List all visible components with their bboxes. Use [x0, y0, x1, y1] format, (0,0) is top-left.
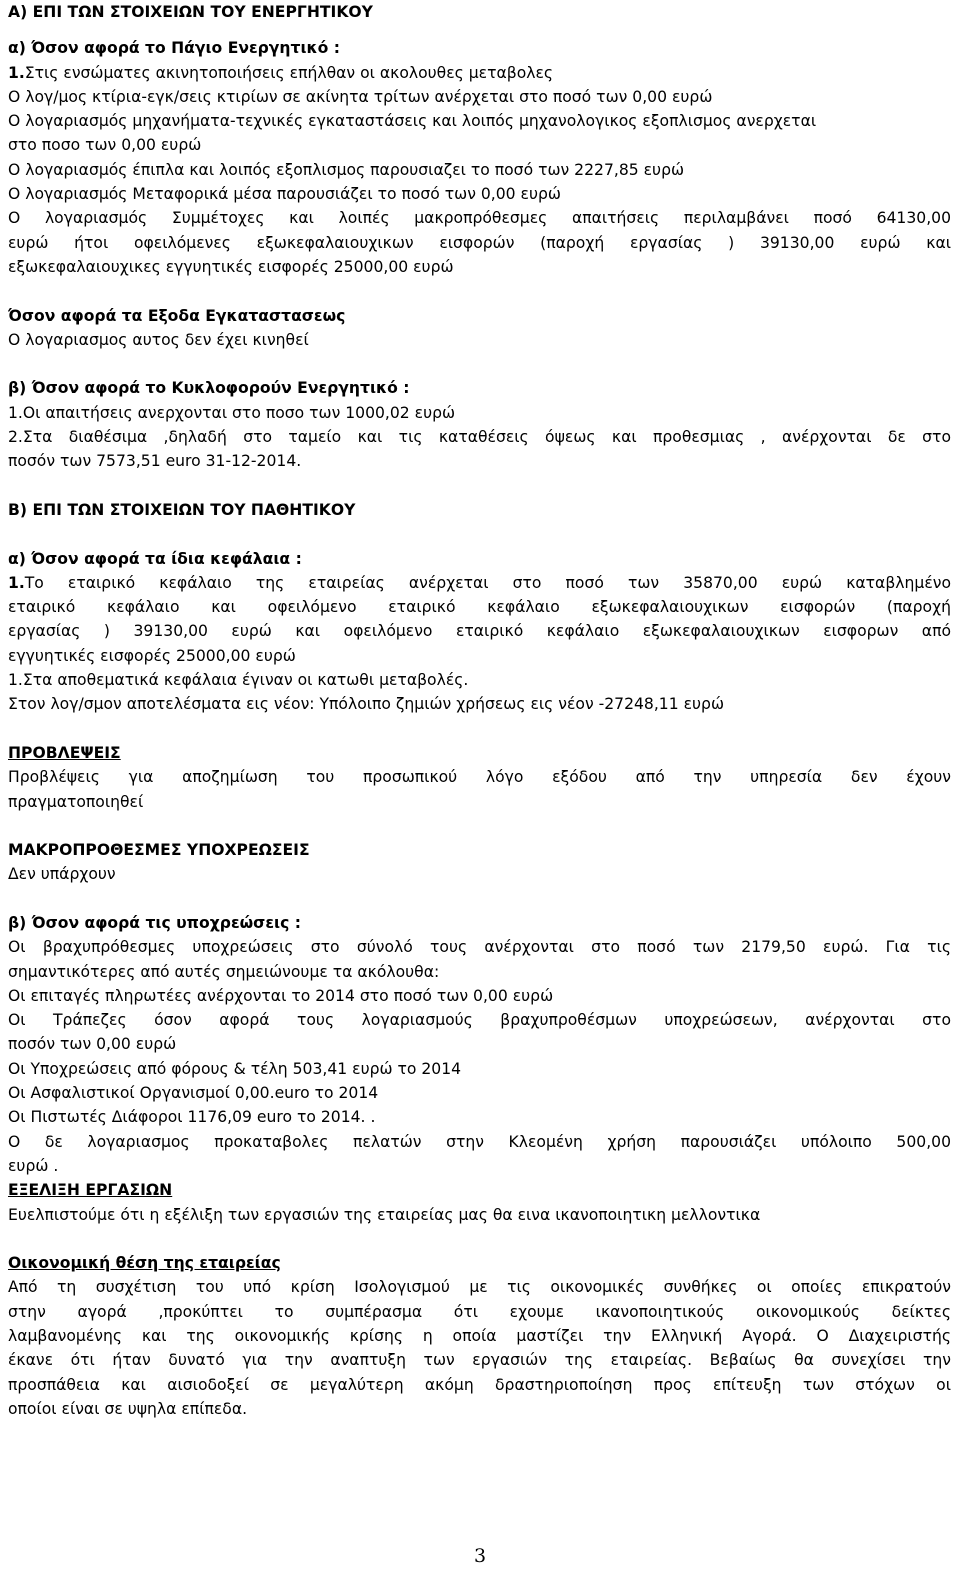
- equity-text: Το εταιρικό κεφάλαιο της εταιρείας ανέρχεται στο ποσό των 35870,00 ευρώ καταβλημένο: [24, 573, 951, 592]
- equity-line: [8, 571, 951, 595]
- item-number: 1.: [8, 573, 25, 592]
- fixed-assets-line: Ο λογ/μος κτίρια-εγκ/σεις κτιρίων σε ακίνητα τρίτων ανέρχεται στο ποσό των 0,00 ευρώ: [8, 87, 713, 106]
- page-number: 3: [473, 1545, 487, 1567]
- liabilities-line: Οι Πιστωτές Διάφοροι 1176,09 euro το 2014. .: [8, 1108, 376, 1127]
- equity-line: εγγυητικές εισφορές 25000,00 ευρώ: [8, 646, 296, 665]
- liabilities-line: Οι επιταγές πληρωτέες ανέρχονται το 2014 στο ποσό των 0,00 ευρώ: [8, 986, 554, 1005]
- equity-line: εταιρικό κεφάλαιο και οφειλόμενο εταιρικό κεφάλαιο εξωκεφαλαιουχικων εισφορών (παροχή: [8, 598, 951, 617]
- liabilities-line: Οι βραχυπρόθεσμες υποχρεώσεις στο σύνολό τους ανέρχονται στο ποσό των 2179,50 ευρώ. Για τις: [8, 938, 951, 957]
- financial-position-line: έκανε ότι ήταν δυνατό για την αναπτυξη των εργασιών της εταιρείας. Βεβαίως θα συνεχίσει την: [8, 1351, 951, 1370]
- item-number: 1.: [8, 63, 25, 82]
- current-assets-heading: β) Όσον αφορά το Κυκλοφορούν Ενεργητικό :: [8, 379, 410, 398]
- liabilities-line: ευρώ .: [8, 1156, 59, 1175]
- financial-position-heading: Οικονομική θέση της εταιρείας: [8, 1254, 281, 1273]
- liabilities-line: ποσόν των 0,00 ευρώ: [8, 1035, 177, 1054]
- long-term-liabilities-heading: ΜΑΚΡΟΠΡΟΘΕΣΜΕΣ ΥΠΟΧΡΕΩΣΕΙΣ: [8, 841, 310, 860]
- work-progress-text: Ευελπιστούμε ότι η εξέλιξη των εργασιών της εταιρείας μας θα εινα ικανοποιητικη μελλοντικα: [8, 1205, 761, 1224]
- fixed-assets-line: στο ποσο των 0,00 ευρώ: [8, 136, 202, 155]
- provisions-line: πραγματοποιηθεί: [8, 792, 144, 811]
- section-a-heading: Α) ΕΠΙ ΤΩΝ ΣΤΟΙΧΕΙΩΝ ΤΟΥ ΕΝΕΡΓΗΤΙΚΟΥ: [8, 3, 373, 21]
- liabilities-line: σημαντικότερες από αυτές σημειώνουμε τα ακόλουθα:: [8, 962, 440, 981]
- provisions-heading: ΠΡΟΒΛΕΨΕΙΣ: [8, 743, 121, 762]
- fixed-assets-line: ευρώ ήτοι οφειλόμενες εξωκεφαλαιουχικων εισφορών (παροχή εργασίας ) 39130,00 ευρώ και: [8, 233, 951, 252]
- equity-line: 1.Στα αποθεματικά κεφάλαια έγιναν οι κατωθι μεταβολές.: [8, 671, 469, 690]
- current-assets-line: ποσόν των 7573,51 euro 31-12-2014.: [8, 452, 302, 471]
- work-progress-heading: ΕΞΕΛΙΞΗ ΕΡΓΑΣΙΩΝ: [8, 1181, 173, 1200]
- equity-line: εργασίας ) 39130,00 ευρώ και οφειλόμενο εταιρικό κεφάλαιο εξωκεφαλαιουχικων εισφορων από: [8, 622, 951, 641]
- current-assets-line: 1.Οι απαιτήσεις ανερχονται στο ποσο των 1000,02 ευρώ: [8, 403, 456, 422]
- liabilities-line: Οι Τράπεζες όσον αφορά τους λογαριασμούς βραχυπροθέσμων υποχρεώσεων, ανέρχονται στο: [8, 1011, 951, 1030]
- fixed-assets-line: Ο λογαριασμός Μεταφορικά μέσα παρουσιάζει το ποσό των 0,00 ευρώ: [8, 185, 561, 204]
- fixed-assets-line: Ο λογαριασμός Συμμέτοχες και λοιπές μακροπρόθεσμες απαιτήσεις περιλαμβάνει ποσό 64130,00: [8, 209, 951, 228]
- fixed-assets-heading: α) Όσον αφορά το Πάγιο Ενεργητικό :: [8, 39, 341, 58]
- fixed-assets-item-1: [8, 61, 951, 85]
- section-b-heading: Β) ΕΠΙ ΤΩΝ ΣΤΟΙΧΕΙΩΝ ΤΟΥ ΠΑΘΗΤΙΚΟΥ: [8, 500, 356, 519]
- liabilities-line: Οι Υποχρεώσεις από φόρους & τέλη 503,41 ευρώ το 2014: [8, 1059, 462, 1078]
- setup-expenses-heading: Όσον αφορά τα Εξοδα Εγκαταστασεως: [8, 306, 346, 325]
- long-term-liabilities-text: Δεν υπάρχουν: [8, 865, 116, 884]
- item-text: Στις ενσώματες ακινητοποιήσεις επήλθαν οι ακολουθες μεταβολες: [24, 63, 554, 82]
- financial-position-line: Από τη συσχέτιση του υπό κρίση Ισολογισμού με τις οικονομικές συνθήκες οι οποίες επικρατούν: [8, 1278, 951, 1297]
- liabilities-line: Ο δε λογαριασμος προκαταβολες πελατών στην Κλεομένη χρήση παρουσιάζει υπόλοιπο 500,00: [8, 1132, 951, 1151]
- fixed-assets-line: Ο λογαριασμός μηχανήματα-τεχνικές εγκαταστάσεις και λοιπός μηχανολογικος εξοπλισμος ανερχεται: [8, 112, 817, 131]
- equity-heading: α) Όσον αφορά τα ίδια κεφάλαια :: [8, 549, 302, 568]
- financial-position-line: λαμβανομένης και της οικονομικής κρίσης η οποία μαστίζει την Ελληνική Αγορά. Ο Διαχειριστής: [8, 1327, 951, 1346]
- financial-position-line: στην αγορά ,προκύπτει το συμπέρασμα ότι εχουμε ικανοποιητικούς οικονομικούς δείκτες: [8, 1302, 951, 1321]
- liabilities-line: Οι Ασφαλιστικοί Οργανισμοί 0,00.euro το 2014: [8, 1084, 379, 1103]
- setup-expenses-text: Ο λογαριασμος αυτος δεν έχει κινηθεί: [8, 330, 309, 349]
- fixed-assets-line: Ο λογαριασμός έπιπλα και λοιπός εξοπλισμος παρουσιαζει το ποσό των 2227,85 ευρώ: [8, 160, 685, 179]
- equity-line: Στον λογ/σμον αποτελέσματα εις νέον: Υπόλοιπο ζημιών χρήσεως εις νέον -27248,11 ευρώ: [8, 695, 725, 714]
- current-assets-line: 2.Στα διαθέσιμα ,δηλαδή στο ταμείο και τις καταθέσεις όψεως και προθεσμιας , ανέρχονται δε στο: [8, 428, 951, 447]
- financial-position-line: οποίοι είναι σε υψηλα επίπεδα.: [8, 1399, 248, 1418]
- financial-position-line: προσπάθεια και αισιοδοξεί σε μεγαλύτερη ακόμη δραστηριοποίηση προς επίτευξη των στόχων οι: [8, 1375, 951, 1394]
- liabilities-heading: β) Όσον αφορά τις υποχρεώσεις :: [8, 913, 301, 932]
- provisions-line: Προβλέψεις για αποζημίωση του προσωπικού λόγο εξόδου από την υπηρεσία δεν έχουν: [8, 768, 951, 787]
- fixed-assets-line: εξωκεφαλαιουχικες εγγυητικές εισφορές 25000,00 ευρώ: [8, 257, 454, 276]
